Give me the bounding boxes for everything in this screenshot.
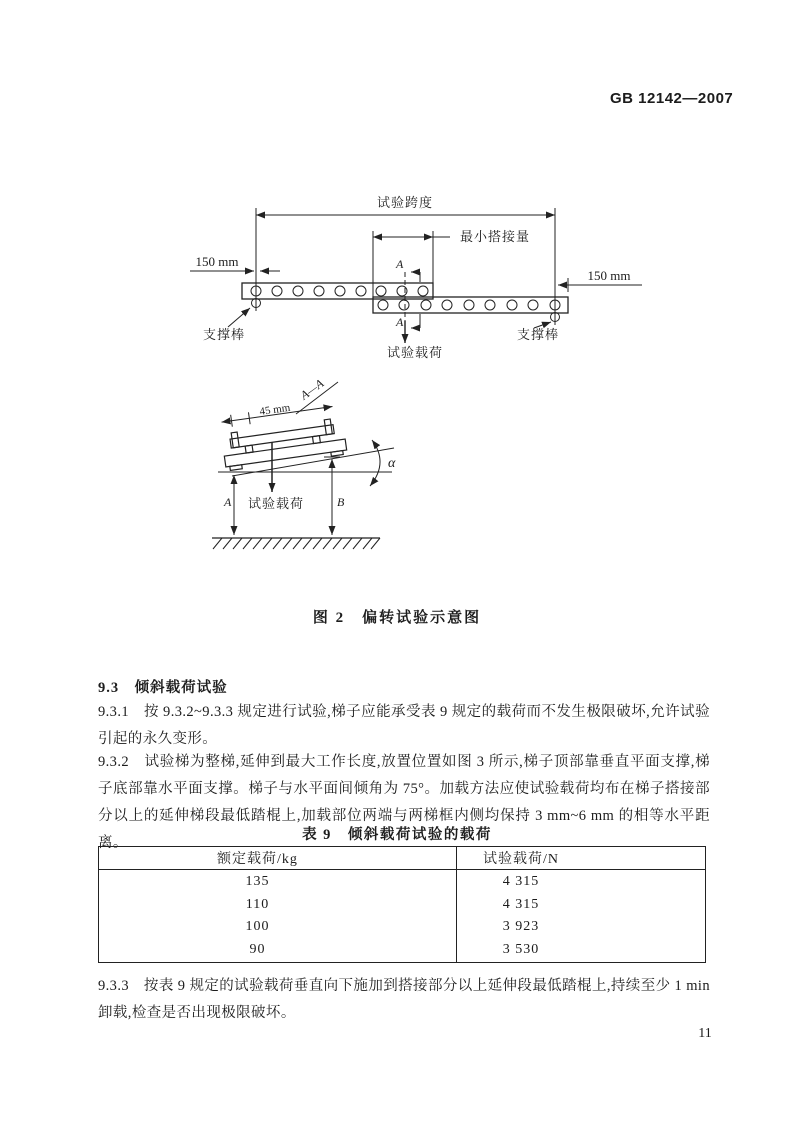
upper-rung-holes <box>251 286 428 296</box>
dim-a-label: A <box>224 495 232 509</box>
test-load-value: 3 530 <box>457 939 706 963</box>
paragraph-932: 9.3.2 试验梯为整梯,延伸到最大工作长度,放置位置如图 3 所示,梯子顶部靠垂直平面支撑,梯子底部靠水平面支撑。梯子与水平面间倾角为 75°。加载方法应使试验载荷均布在梯子搭接部分以上的延伸梯段最低踏棍上,加载部位两端与两梯框内侧均保持 3 mm~6 mm 的相等水平距离。 <box>98 754 710 851</box>
alpha-angle-label: α <box>388 456 396 471</box>
right-support-label: 支撑棒 <box>516 327 559 342</box>
span-dimension-label: 试验跨度 <box>376 195 433 210</box>
right-150mm-label: 150 mm <box>587 268 631 283</box>
width-45mm-label: 45 mm <box>258 401 291 418</box>
figure2-section-view <box>198 378 468 568</box>
test-load-value: 3 923 <box>457 916 706 939</box>
figure2-top-view <box>172 195 652 367</box>
section-letter-a-top: A <box>396 257 404 271</box>
test-load-value: 4 315 <box>457 870 706 894</box>
rated-load-value: 110 <box>245 896 270 912</box>
table9-title: 表 9 倾斜载荷试验的载荷 <box>302 827 492 843</box>
test-load-value: 4 315 <box>457 893 706 916</box>
rated-load-value: 135 <box>245 873 270 889</box>
ground-hatching <box>213 538 380 549</box>
column-header-test-load: 试验载荷/N <box>457 847 706 870</box>
paragraph-933: 9.3.3 按表 9 规定的试验载荷垂直向下施加到搭接部分以上延伸段最低踏棍上,持续至少 1 min 卸载,检查是否出现极限破坏。 <box>98 978 710 1021</box>
table-row <box>99 939 706 963</box>
table9-loads <box>98 846 706 963</box>
table-row <box>99 916 706 939</box>
figure2-caption: 图 2 偏转试验示意图 <box>312 610 482 626</box>
table-header-row <box>99 847 706 870</box>
section-aa-label: A—A <box>297 376 327 403</box>
standard-number: GB 12142—2007 <box>610 90 734 107</box>
section-93-heading: 9.3 倾斜载荷试验 <box>98 680 228 696</box>
table-row <box>99 870 706 894</box>
angle-arc <box>370 440 380 486</box>
test-load-label-section-view: 试验载荷 <box>247 496 304 511</box>
left-support-label: 支撑棒 <box>202 327 245 342</box>
page-number: 11 <box>698 1026 712 1041</box>
section-view-drawing <box>198 378 468 568</box>
test-load-label-top-view: 试验载荷 <box>386 345 443 360</box>
section-letter-a-bottom: A <box>396 315 404 329</box>
left-150mm-label: 150 mm <box>195 254 239 269</box>
rated-load-value: 100 <box>245 919 270 935</box>
dim-b-label: B <box>337 495 345 509</box>
overlap-dimension-label: 最小搭接量 <box>459 229 530 244</box>
table-row <box>99 893 706 916</box>
paragraph-931: 9.3.1 按 9.3.2~9.3.3 规定进行试验,梯子应能承受表 9 规定的载荷而不发生极限破坏,允许试验引起的永久变形。 <box>98 704 710 747</box>
rated-load-value: 90 <box>249 942 266 958</box>
column-header-rated-load: 额定载荷/kg <box>99 847 457 870</box>
